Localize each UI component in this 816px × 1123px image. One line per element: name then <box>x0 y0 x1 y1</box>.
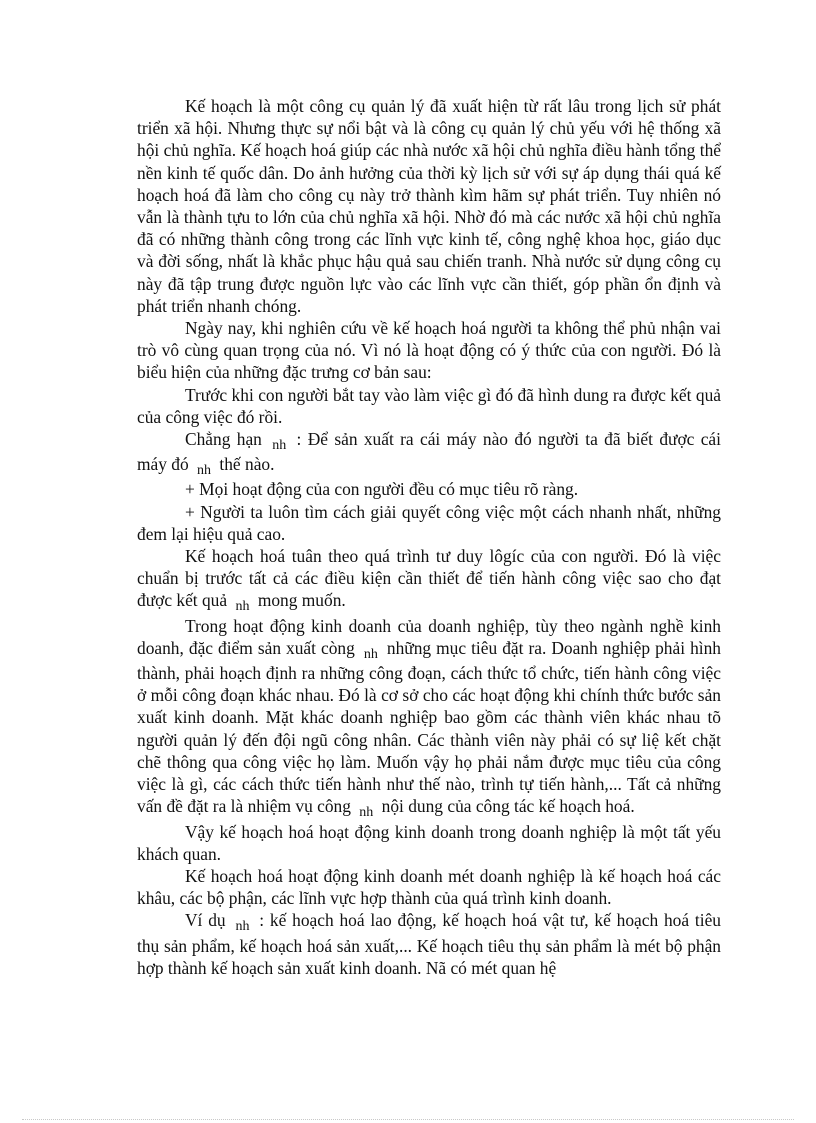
page-bottom-divider <box>22 1119 794 1120</box>
paragraph-4 <box>137 428 721 478</box>
paragraph-11 <box>137 909 721 979</box>
paragraph-7-text-a: Kế hoạch hoá tuân theo quá trình tư duy lôgíc của con người. Đó là việc chuẩn bị trước tất cả các điều kiện cần thiết để tiến hành công việc sao cho đạt được kết quả <box>137 546 721 611</box>
paragraph-4-text-b: : Để sản xuất ra cái máy nào đó người ta đã biết được cái máy đó <box>137 429 721 475</box>
paragraph-4-text-c: thế nào. <box>219 454 275 475</box>
paragraph-7-text-b: mong muốn. <box>257 590 346 611</box>
document-body <box>137 95 721 979</box>
paragraph-11-text-a: Ví dụ <box>185 910 226 931</box>
paragraph-10: Kế hoạch hoá hoạt động kinh doanh mét doanh nghiệp là kế hoạch hoá các khâu, các bộ phận, các lĩnh vực hợp thành của quá trình kinh doanh. <box>137 865 721 909</box>
paragraph-4-text-a: Chẳng hạn <box>185 429 262 450</box>
paragraph-8-text-c: nội dung của công tác kế hoạch hoá. <box>381 796 635 817</box>
paragraph-4-subscript-1: nh <box>272 438 287 454</box>
paragraph-8 <box>137 615 721 821</box>
paragraph-8-text-a: Trong hoạt động kinh doanh của doanh nghiệp, tùy theo ngành nghề kinh doanh, đặc điểm sản xuất còng <box>137 615 721 658</box>
paragraph-9: Vậy kế hoạch hoá hoạt động kinh doanh trong doanh nghiệp là một tất yếu khách quan. <box>137 821 721 864</box>
paragraph-6: + Người ta luôn tìm cách giải quyết công việc một cách nhanh nhất, những đem lại hiệu quả cao. <box>137 501 721 544</box>
paragraph-8-text-b: những mục tiêu đặt ra. Doanh nghiệp phải hình thành, phải hoạch định ra những công đoạn, cách thức tổ chức, tiến hành công việc ở mỗi công đoạn khác nhau. Đó là cơ sở cho các hoạt động khi chính thức bước sản xuất kinh doanh. Mặt khác doanh nghiệp bao gồm các thành viên khác nhau tõ người quản lý đến đội ngũ công nhân. Các thành viên này phải có sự liệ kết chặt chẽ thông qua công việc họ làm. Muốn vậy họ phải nắm được mục tiêu của công việc là gì, các cách thức tiến hành như thế nào, trình tự tiến hành,... Tất cả những vấn đề đặt ra là nhiệm vụ công <box>137 637 721 817</box>
paragraph-2: Ngày nay, khi nghiên cứu về kế hoạch hoá người ta không thể phủ nhận vai trò vô cùng quan trọng của nó. Vì nó là hoạt động có ý thức của con người. Đó là biểu hiện của những đặc trưng cơ bản sau: <box>137 318 721 383</box>
paragraph-5: + Mọi hoạt động của con người đều có mục tiêu rõ ràng. <box>185 479 579 500</box>
paragraph-8-subscript-1: nh <box>363 646 378 662</box>
paragraph-8-subscript-2: nh <box>359 805 374 821</box>
paragraph-1: Kế hoạch là một công cụ quản lý đã xuất hiện từ rất lâu trong lịch sử phát triển xã hội. Nhưng thực sự nổi bật và là công cụ quản lý chủ yếu với hệ thống xã hội chủ nghĩa. Kế hoạch hoá giúp các nhà nước xã hội chủ nghĩa điều hành tổng thể nền kinh tế quốc dân. Do ảnh hưởng của thời kỳ lịch sử với sự áp dụng thái quá kế hoạch hoá đã làm cho công cụ này trở thành kìm hãm sự phát triển. Tuy nhiên nó vẫn là thành tựu to lớn của chủ nghĩa xã hội. Nhờ đó mà các nước xã hội chủ nghĩa đã có những thành công trong các lĩnh vực kinh tế, công nghệ khoa học, giáo dục và đời sống, nhất là khắc phục hậu quả sau chiến tranh. Nhà nước sử dụng công cụ này đã tập trung được nguồn lực vào các lĩnh vực cần thiết, góp phần ổn định và phát triển nhanh chóng. <box>137 96 721 316</box>
paragraph-11-text-b: : kế hoạch hoá lao động, kế hoạch hoá vật tư, kế hoạch hoá tiêu thụ sản phẩm, kế hoạch hoá sản xuất,... Kế hoạch tiêu thụ sản phẩm là mét bộ phận hợp thành kế hoạch sản xuất kinh doanh. Nã có mét quan hệ <box>137 910 721 978</box>
paragraph-7 <box>137 545 721 615</box>
paragraph-11-subscript-1: nh <box>235 919 250 935</box>
paragraph-3: Trước khi con người bắt tay vào làm việc gì đó đã hình dung ra được kết quả của công việc đó rồi. <box>137 384 721 427</box>
paragraph-7-subscript-1: nh <box>235 599 250 615</box>
paragraph-4-subscript-2: nh <box>197 463 212 479</box>
